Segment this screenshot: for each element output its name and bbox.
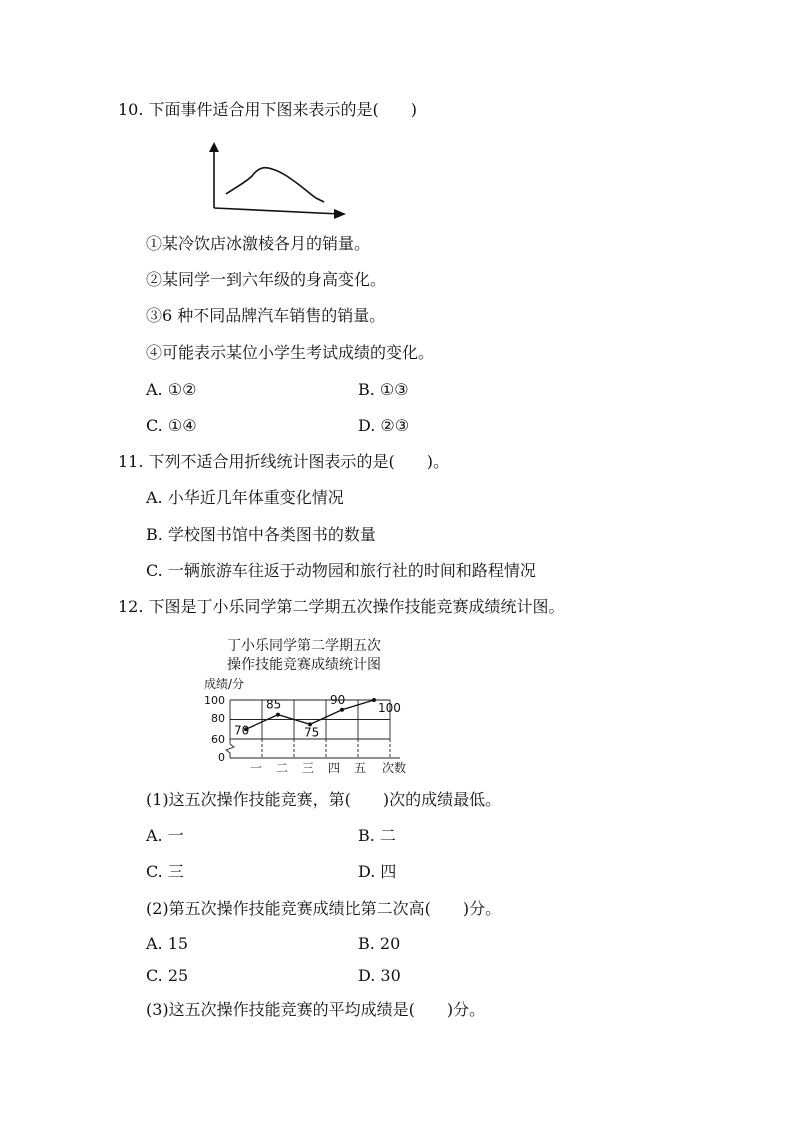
q10-item-1: ①某冷饮店冰激棱各月的销量。 <box>146 234 371 253</box>
q10-option-a[interactable]: A. ①② <box>146 380 197 399</box>
q12-sub2-option-d[interactable]: D. 30 <box>358 966 401 985</box>
q12-sub2-option-a[interactable]: A. 15 <box>146 934 189 953</box>
y-axis-break <box>226 744 234 758</box>
data-label-5: 100 <box>378 701 401 715</box>
chart-y-axis-label: 成绩/分 <box>204 677 245 691</box>
q12-sub1-option-c[interactable]: C. 三 <box>146 862 184 881</box>
q12-sub1-text: (1)这五次操作技能竞赛，第( )次的成绩最低。 <box>146 790 502 809</box>
q10-stem: 10. 下面事件适合用下图来表示的是( ) <box>118 100 418 119</box>
data-label-1: 70 <box>234 723 250 738</box>
q10-item-3: ③6 种不同品牌汽车销售的销量。 <box>146 306 386 325</box>
data-label-2: 85 <box>266 697 282 712</box>
chart-title-line-2: 操作技能竞赛成绩统计图 <box>227 657 381 673</box>
data-point-5 <box>372 698 376 702</box>
q11-option-b[interactable]: B. 学校图书馆中各类图书的数量 <box>146 525 376 544</box>
q12-stem: 12. 下图是丁小乐同学第二学期五次操作技能竞赛成绩统计图。 <box>118 597 565 616</box>
y-tick-60: 60 <box>211 733 225 746</box>
q11-option-c[interactable]: C. 一辆旅游车往返于动物园和旅行社的时间和路程情况 <box>146 561 536 580</box>
data-point-2 <box>276 713 280 717</box>
q10-sketch-graph <box>198 136 358 228</box>
score-line-chart <box>198 632 420 778</box>
q10-option-d[interactable]: D. ②③ <box>358 416 410 435</box>
q10-item-2: ②某同学一到六年级的身高变化。 <box>146 270 387 289</box>
data-label-4: 90 <box>330 692 346 707</box>
chart-x-axis-label: 次数 <box>381 761 407 775</box>
q10-option-c[interactable]: C. ①④ <box>146 416 197 435</box>
x-tick-5: 五 <box>353 761 367 775</box>
chart-title-line-1: 丁小乐同学第二学期五次 <box>227 638 381 654</box>
q12-sub2-text: (2)第五次操作技能竞赛成绩比第二次高( )分。 <box>146 899 502 918</box>
x-tick-1: 一 <box>249 761 263 775</box>
q12-sub2-option-c[interactable]: C. 25 <box>146 966 189 985</box>
q12-sub1-option-d[interactable]: D. 四 <box>358 862 397 881</box>
q11-option-a[interactable]: A. 小华近几年体重变化情况 <box>146 488 344 507</box>
q12-sub2-option-b[interactable]: B. 20 <box>358 934 401 953</box>
q12-sub1-option-b[interactable]: B. 二 <box>358 826 396 845</box>
data-label-3: 75 <box>304 725 320 740</box>
x-tick-4: 四 <box>327 761 341 775</box>
y-tick-80: 80 <box>211 712 225 725</box>
q10-option-b[interactable]: B. ①③ <box>358 380 409 399</box>
q10-item-4: ④可能表示某位小学生考试成绩的变化。 <box>146 343 435 362</box>
q12-sub1-option-a[interactable]: A. 一 <box>146 826 184 845</box>
q12-sub3-text: (3)这五次操作技能竞赛的平均成绩是( )分。 <box>146 1000 486 1019</box>
y-tick-100: 100 <box>204 694 225 707</box>
data-point-4 <box>340 708 344 712</box>
q11-stem: 11. 下列不适合用折线统计图表示的是( )。 <box>118 452 450 471</box>
x-tick-3: 三 <box>301 761 315 775</box>
y-tick-0: 0 <box>218 751 225 764</box>
x-tick-2: 二 <box>275 761 289 775</box>
